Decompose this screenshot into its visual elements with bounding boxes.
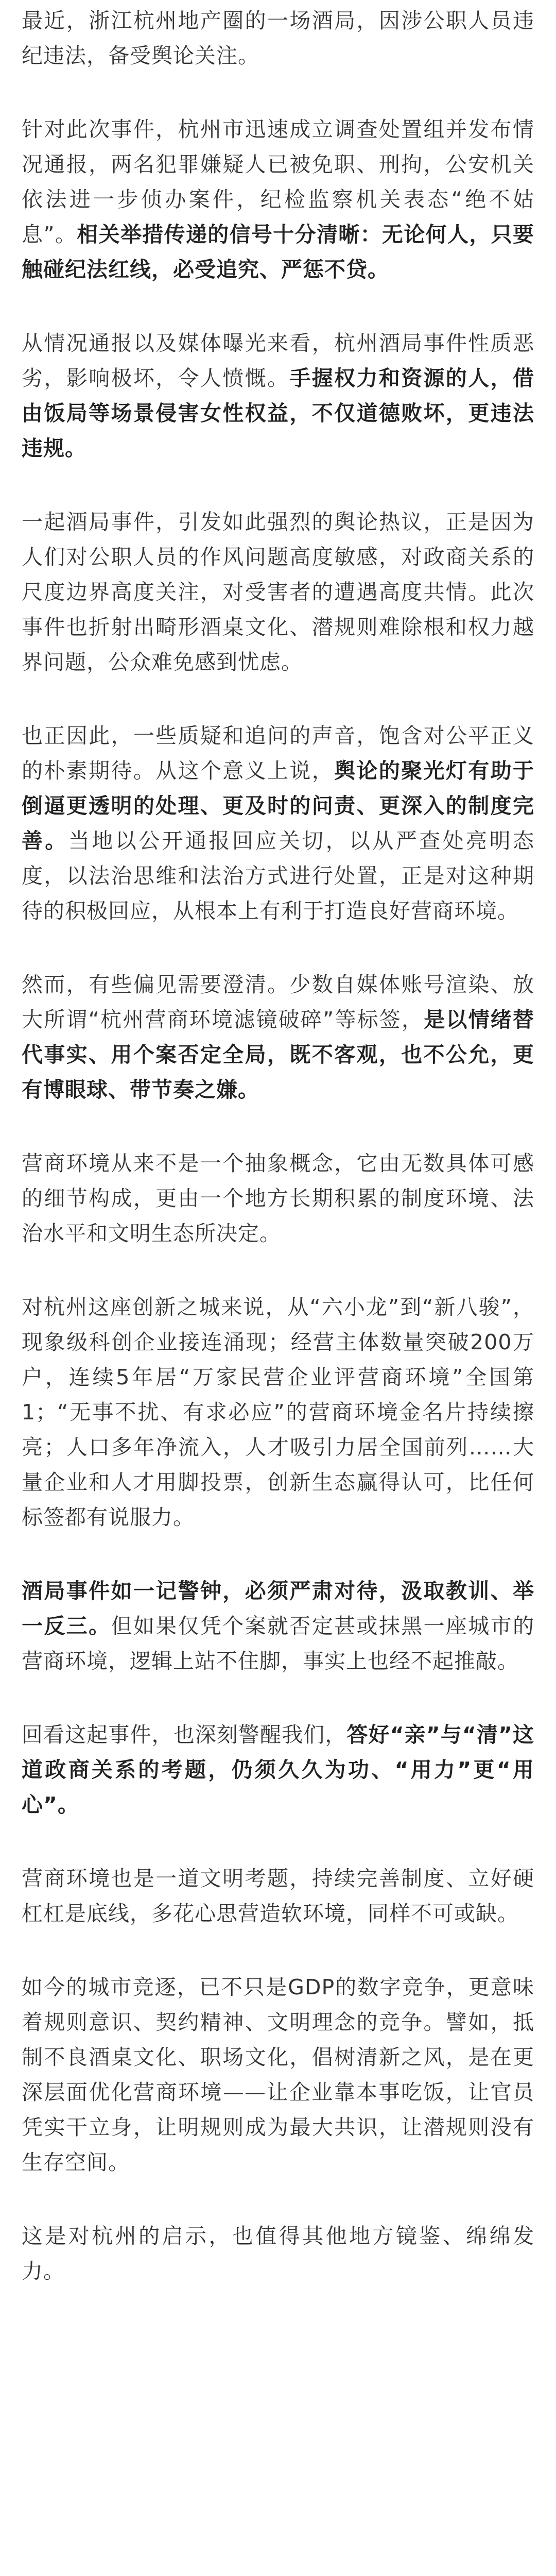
text-segment: 对杭州这座创新之城来说，从“六小龙”到“新八骏”，现象级科创企业接连涌现；经营主体数量突破200万户，连续5年居“万家民营企业评营商环境”全国第1；“无事不扰、有求必应”的营商环境金名片持续擦亮；人口多年净流入，人才吸引力居全国前列……大量企业和人才用脚投票，创新生态赢得认可，比任何标签都有说服力。: [22, 1295, 534, 1530]
text-segment: 营商环境也是一道文明考题，持续完善制度、立好硬杠杠是底线，多花心思营造软环境，同样不可或缺。: [22, 1866, 534, 1926]
paragraph-12: [22, 1970, 534, 2180]
bold-text-segment: 相关举措传递的信号十分清晰：无论何人，只要触碰纪法红线，必受追究、严惩不贷。: [22, 222, 535, 282]
paragraph-5: [22, 718, 534, 928]
paragraph-11: [22, 1861, 534, 1931]
paragraph-13: [22, 2218, 534, 2289]
bold-text-segment: 手握权力和资源的人，借由饭局等场景侵害女性权益，不仅道德败坏，更违法违规。: [22, 366, 535, 461]
text-segment: 最近，浙江杭州地产圈的一场酒局，因涉公职人员违纪违法，备受舆论关注。: [22, 8, 534, 68]
paragraph-4: [22, 504, 534, 680]
text-segment: 从情况通报以及媒体曝光来看，杭州酒局事件性质恶劣，影响极坏，令人愤慨。: [22, 331, 534, 391]
text-segment: 营商环境从来不是一个抽象概念，它由无数具体可感的细节构成，更由一个地方长期积累的制度环境、法治水平和文明生态所决定。: [22, 1151, 534, 1246]
text-segment: 如今的城市竞逐，已不只是GDP的数字竞争，更意味着规则意识、契约精神、文明理念的竞争。譬如，抵制不良酒桌文化、职场文化，倡树清新之风，是在更深层面优化营商环境——让企业靠本事吃饭，让官员凭实干立身，让明规则成为最大共识，让潜规则没有生存空间。: [22, 1975, 534, 2175]
paragraph-10: [22, 1717, 534, 1822]
paragraph-3: [22, 326, 534, 466]
text-segment: 也正因此，一些质疑和追问的声音，饱含对公平正义的朴素期待。从这个意义上说，: [22, 723, 534, 783]
paragraph-2: [22, 112, 534, 287]
text-segment: 当地以公开通报回应关切，以从严查处亮明态度，以法治思维和法治方式进行处置，正是对这种期待的积极回应，从根本上有利于打造良好营商环境。: [22, 828, 535, 923]
bold-text-segment: 舆论的聚光灯有助于倒逼更透明的处理、更及时的问责、更深入的制度完善。: [22, 758, 535, 853]
paragraph-7: [22, 1146, 534, 1251]
bold-text-segment: 是以情绪替代事实、用个案否定全局，既不客观，也不公允，更有博眼球、带节奏之嫌。: [22, 1007, 535, 1102]
text-segment: 回看这起事件，也深刻警醒我们，: [22, 1722, 347, 1747]
text-segment: 然而，有些偏见需要澄清。少数自媒体账号渲染、放大所谓“杭州营商环境滤镜破碎”等标签，: [22, 972, 534, 1032]
paragraph-1: [22, 3, 534, 73]
paragraph-9: [22, 1573, 534, 1679]
text-segment: 但如果仅凭个案就否定甚或抹黑一座城市的营商环境，逻辑上站不住脚，事实上也经不起推敲。: [22, 1614, 535, 1673]
text-segment: 针对此次事件，杭州市迅速成立调查处置组并发布情况通报，两名犯罪嫌疑人已被免职、刑拘，公安机关依法进一步侦办案件，纪检监察机关表态“绝不姑息”。: [22, 117, 534, 247]
text-segment: 这是对杭州的启示，也值得其他地方镜鉴、绵绵发力。: [22, 2224, 534, 2283]
paragraph-6: [22, 967, 534, 1107]
text-segment: 一起酒局事件，引发如此强烈的舆论热议，正是因为人们对公职人员的作风问题高度敏感，对政商关系的尺度边界高度关注，对受害者的遭遇高度共情。此次事件也折射出畸形酒桌文化、潜规则难除根和权力越界问题，公众难免感到忧虑。: [22, 510, 534, 674]
bold-text-segment: 酒局事件如一记警钟，必须严肃对待，汲取教训、举一反三。: [22, 1579, 534, 1638]
bold-text-segment: 答好“亲”与“清”这道政商关系的考题，仍须久久为功、“用力”更“用心”。: [22, 1722, 535, 1817]
paragraph-8: [22, 1290, 534, 1535]
